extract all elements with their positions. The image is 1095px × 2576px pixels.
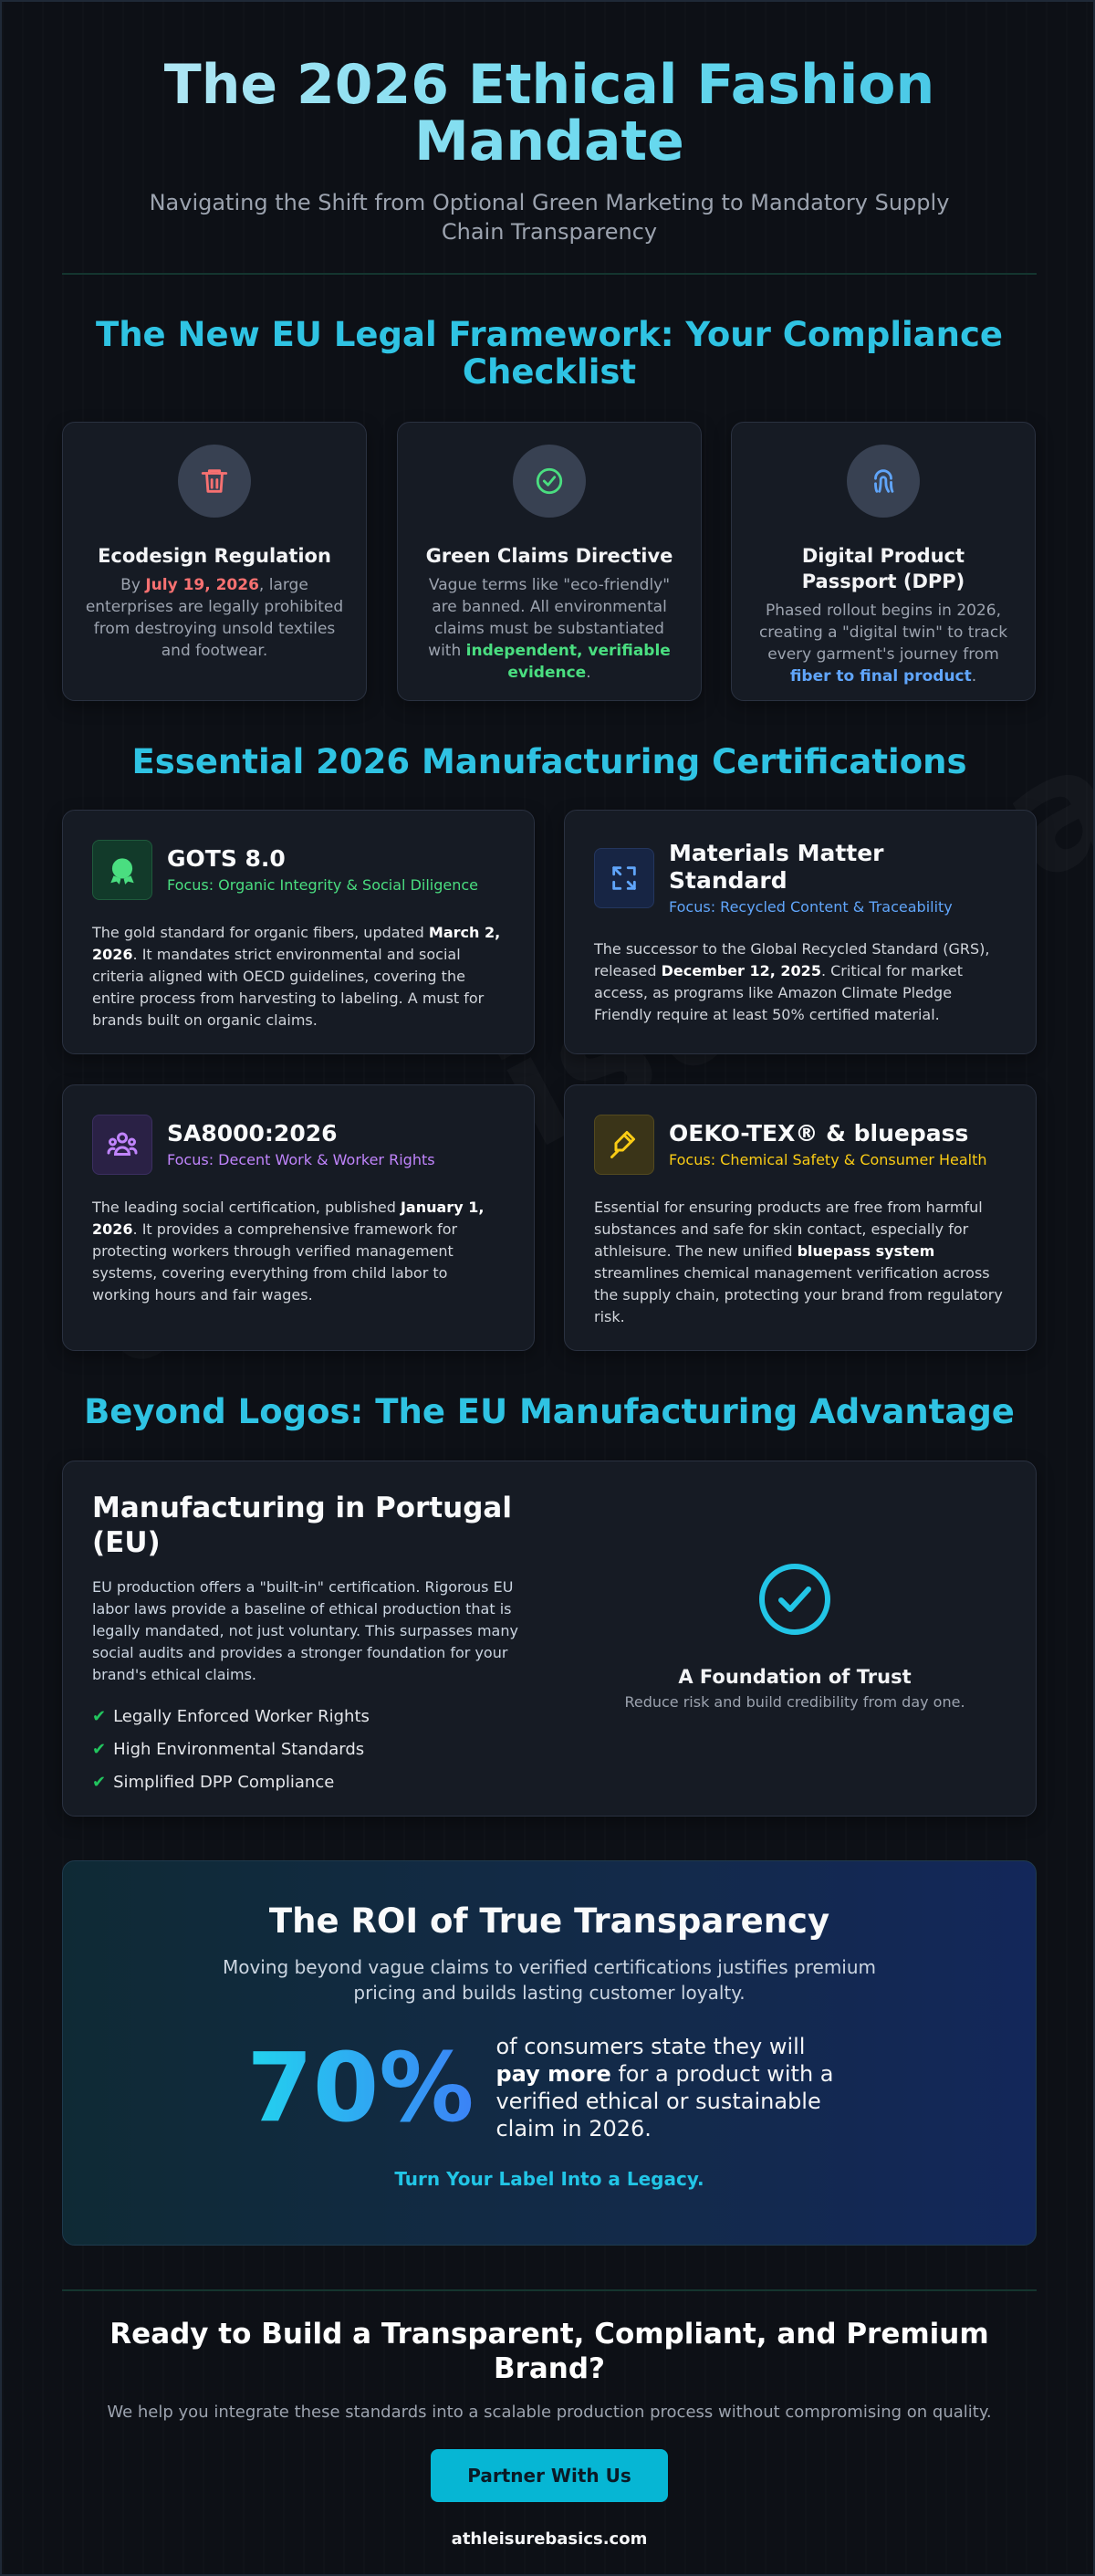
eu-title: Manufacturing in Portugal (EU)	[92, 1492, 512, 1559]
compliance-card-green-claims	[397, 422, 702, 701]
eu-benefits-list	[92, 1701, 1006, 1799]
cert-card-oeko-tex	[564, 1084, 1037, 1351]
cert-title: GOTS 8.0	[167, 845, 286, 872]
cta-section	[62, 2317, 1037, 2549]
trust-title: A Foundation of Trust	[678, 1666, 912, 1688]
cert-card-gots	[62, 810, 535, 1054]
compliance-card-dpp	[731, 422, 1036, 701]
recycle-arrows-icon	[594, 848, 654, 908]
list-item: ✔ Legally Enforced Worker Rights	[92, 1707, 370, 1726]
cert-card-materials-matter	[564, 810, 1037, 1054]
check-icon: ✔	[92, 1740, 107, 1759]
cert-title: OEKO-TEX® & bluepass	[669, 1120, 969, 1147]
cert-text: The successor to the Global Recycled Standard (GRS), released December 12, 2025. Critical for market access, as programs like Amazon Climate Pledge Friendly require at least 50% certified material.	[594, 940, 990, 1023]
roi-title: The ROI of True Transparency	[268, 1901, 830, 1941]
fingerprint-icon	[847, 445, 920, 518]
hero	[62, 53, 1037, 246]
cert-text: The gold standard for organic fibers, updated March 2, 2026. It mandates strict environmental and social criteria aligned with OECD guidelines, covering the entire process from harvesting to labeling. A must for brands built on organic claims.	[92, 924, 501, 1029]
partner-button[interactable]: Partner With Us	[431, 2449, 668, 2502]
check-circle-icon	[513, 445, 586, 518]
cta-title: Ready to Build a Transparent, Compliant, and Premium Brand?	[110, 2318, 989, 2385]
card-title: Digital Product Passport (DPP)	[801, 545, 965, 592]
list-item: ✔ Simplified DPP Compliance	[92, 1773, 335, 1792]
eu-description: EU production offers a "built-in" certification. Rigorous EU labor laws provide a baseline of ethical production that is legally mandated, not just voluntary. This surpasses many social audits and provides a stronger foundation for your brand's ethical claims.	[92, 1578, 518, 1683]
stat-value: 70%	[246, 2032, 474, 2143]
cert-focus: Focus: Organic Integrity & Social Diligence	[167, 876, 478, 894]
list-item: ✔ High Environmental Standards	[92, 1740, 365, 1759]
eu-section-title: Beyond Logos: The EU Manufacturing Advantage	[84, 1392, 1015, 1431]
cert-focus: Focus: Decent Work & Worker Rights	[167, 1151, 435, 1168]
card-title: Ecodesign Regulation	[98, 545, 331, 567]
trash-icon	[178, 445, 251, 518]
leaf-award-icon	[92, 840, 152, 900]
divider	[62, 2289, 1037, 2291]
check-icon: ✔	[92, 1707, 107, 1726]
roi-tagline: Turn Your Label Into a Legacy.	[394, 2168, 704, 2190]
cert-text: Essential for ensuring products are free from harmful substances and safe for skin contact, especially for athleisure. The new unified bluepass system streamlines chemical management verification across the supply chain, protecting your brand from regulatory risk.	[594, 1199, 1003, 1325]
roi-stat	[63, 2033, 1036, 2142]
card-text: By July 19, 2026, large enterprises are legally prohibited from destroying unsold textiles and footwear.	[85, 576, 344, 660]
page-subtitle: Navigating the Shift from Optional Green Marketing to Mandatory Supply Chain Transparency	[149, 190, 950, 245]
certifications-title: Essential 2026 Manufacturing Certifications	[131, 742, 967, 781]
card-text: Phased rollout begins in 2026, creating a "digital twin" to track every garment's journey from fiber to final product.	[758, 602, 1008, 686]
cert-title: SA8000:2026	[167, 1120, 338, 1147]
check-icon: ✔	[92, 1773, 107, 1792]
compliance-card-ecodesign	[62, 422, 367, 701]
people-group-icon	[92, 1115, 152, 1175]
trust-subtitle: Reduce risk and build credibility from day one.	[624, 1693, 965, 1711]
cert-title: Materials Matter Standard	[669, 840, 884, 894]
cert-focus: Focus: Chemical Safety & Consumer Health	[669, 1151, 987, 1168]
compliance-title: The New EU Legal Framework: Your Compliance Checklist	[95, 315, 1004, 392]
roi-panel	[62, 1860, 1037, 2246]
site-link[interactable]: athleisurebasics.com	[451, 2529, 648, 2549]
card-title: Green Claims Directive	[425, 545, 673, 567]
flask-hand-icon	[594, 1115, 654, 1175]
check-circle-icon	[757, 1562, 832, 1637]
roi-subtitle: Moving beyond vague claims to verified certifications justifies premium pricing and builds lasting customer loyalty.	[222, 1956, 877, 2004]
trust-block	[612, 1562, 977, 1711]
eu-advantage-card	[62, 1461, 1037, 1817]
cert-card-sa8000	[62, 1084, 535, 1351]
cert-focus: Focus: Recycled Content & Traceability	[669, 898, 953, 916]
divider	[62, 273, 1037, 275]
cta-subtitle: We help you integrate these standards into a scalable production process without compromising on quality.	[107, 2403, 992, 2422]
stat-text: of consumers state they will pay more for a product with a verified ethical or sustainable claim in 2026.	[495, 2034, 834, 2141]
card-text: Vague terms like "eco-friendly" are banned. All environmental claims must be substantiated with independent, verifiable evidence.	[428, 576, 671, 682]
cert-text: The leading social certification, published January 1, 2026. It provides a comprehensive framework for protecting workers through verified management systems, covering everything from child labor to working hours and fair wages.	[92, 1199, 485, 1304]
page-title: The 2026 Ethical Fashion Mandate	[62, 57, 1037, 170]
